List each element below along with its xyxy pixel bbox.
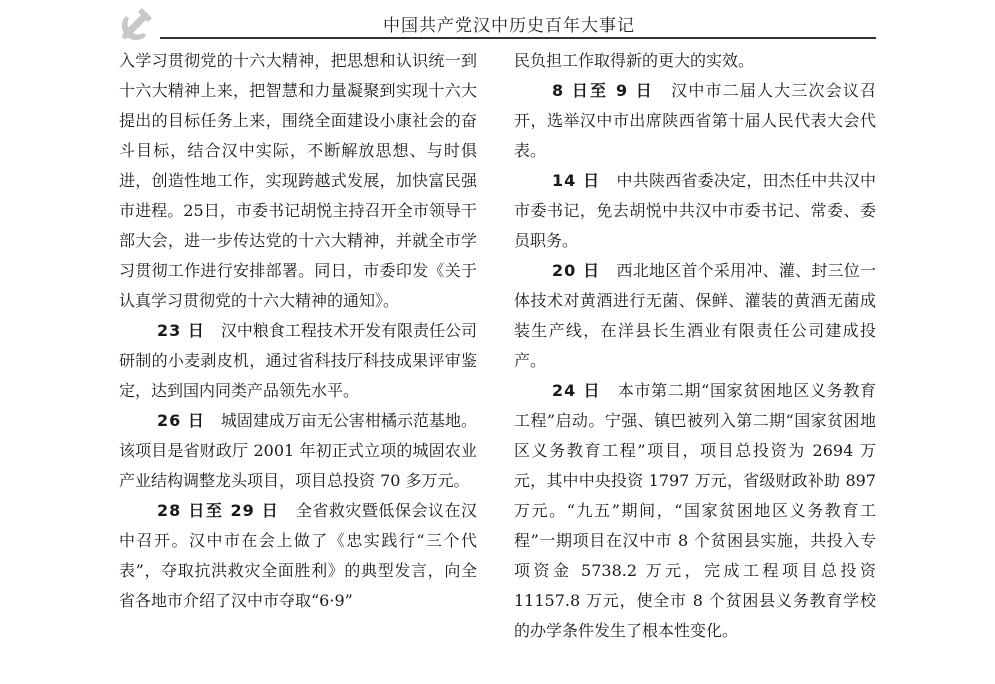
entry-text: 城固建成万亩无公害柑橘示范基地。该项目是省财政厅 2001 年初正式立项的城固农业产业结构调整龙头项目，项目总投资 70 多万元。 xyxy=(119,411,477,490)
entry-date: 8 日至 9 日 xyxy=(552,81,654,100)
entry-text: 全省救灾暨低保会议在汉中召开。汉中市在会上做了《忠实践行“三个代表”，夺取抗洪救灾全面胜利》的典型发言，向全省各地市介绍了汉中市夺取“6·9” xyxy=(119,501,477,610)
entry-23 xyxy=(119,316,477,406)
entry-text: 汉中粮食工程技术开发有限责任公司研制的小麦剥皮机，通过省科技厅科技成果评审鉴定，达到国内同类产品领先水平。 xyxy=(119,321,477,400)
header-rule xyxy=(160,37,876,39)
entry-14 xyxy=(514,166,876,256)
entry-date: 28 日至 29 日 xyxy=(157,501,280,520)
entry-date: 20 日 xyxy=(552,261,601,280)
entry-text: 中共陕西省委决定，田杰任中共汉中市委书记，免去胡悦中共汉中市委书记、常委、委员职务。 xyxy=(514,171,876,250)
entry-date: 23 日 xyxy=(157,321,205,340)
entry-text: 入学习贯彻党的十六大精神，把思想和认识统一到十六大精神上来，把智慧和力量凝聚到实现十六大提出的目标任务上来，围绕全面建设小康社会的奋斗目标，结合汉中实际，不断解放思想、与时俱进，创造性地工作，实现跨越式发展，加快富民强市进程。25日，市委书记胡悦主持召开全市领导干部大会，进一步传达党的十六大精神，并就全市学习贯彻工作进行安排部署。同日，市委印发《关于认真学习贯彻党的十六大精神的通知》。 xyxy=(119,51,477,310)
running-header-title: 中国共产党汉中历史百年大事记 xyxy=(383,16,635,36)
left-column xyxy=(119,46,477,616)
entry-8-9 xyxy=(514,76,876,166)
entry-28-29 xyxy=(119,496,477,616)
entry-date: 26 日 xyxy=(157,411,205,430)
entry-text: 本市第二期“国家贫困地区义务教育工程”启动。宁强、镇巴被列入第二期“国家贫困地区义务教育工程”项目，项目总投资为 2694 万元，其中中央投资 1797 万元，省级财政补助 897 万元。“九五”期间，“国家贫困地区义务教育工程”一期项目在汉中市 8 个贫困县实施，共投入专项资金 5738.2 万元，完成工程项目总投资 11157.8 万元，使全市 8 个贫困县义务教育学校的办学条件发生了根本性变化。 xyxy=(514,381,876,640)
entry-text: 西北地区首个采用冲、灌、封三位一体技术对黄酒进行无菌、保鲜、灌装的黄酒无菌成装生产线，在洋县长生酒业有限责任公司建成投产。 xyxy=(514,261,876,370)
party-emblem-icon xyxy=(118,2,158,42)
entry-26 xyxy=(119,406,477,496)
entry-text: 民负担工作取得新的更大的实效。 xyxy=(514,51,755,70)
entry-24 xyxy=(514,376,876,646)
entry-continued xyxy=(119,46,477,316)
entry-text: 汉中市二届人大三次会议召开，选举汉中市出席陕西省第十届人民代表大会代表。 xyxy=(514,81,876,160)
entry-continued xyxy=(514,46,876,76)
entry-date: 14 日 xyxy=(552,171,601,190)
entry-date: 24 日 xyxy=(552,381,602,400)
right-column xyxy=(514,46,876,646)
entry-20 xyxy=(514,256,876,376)
